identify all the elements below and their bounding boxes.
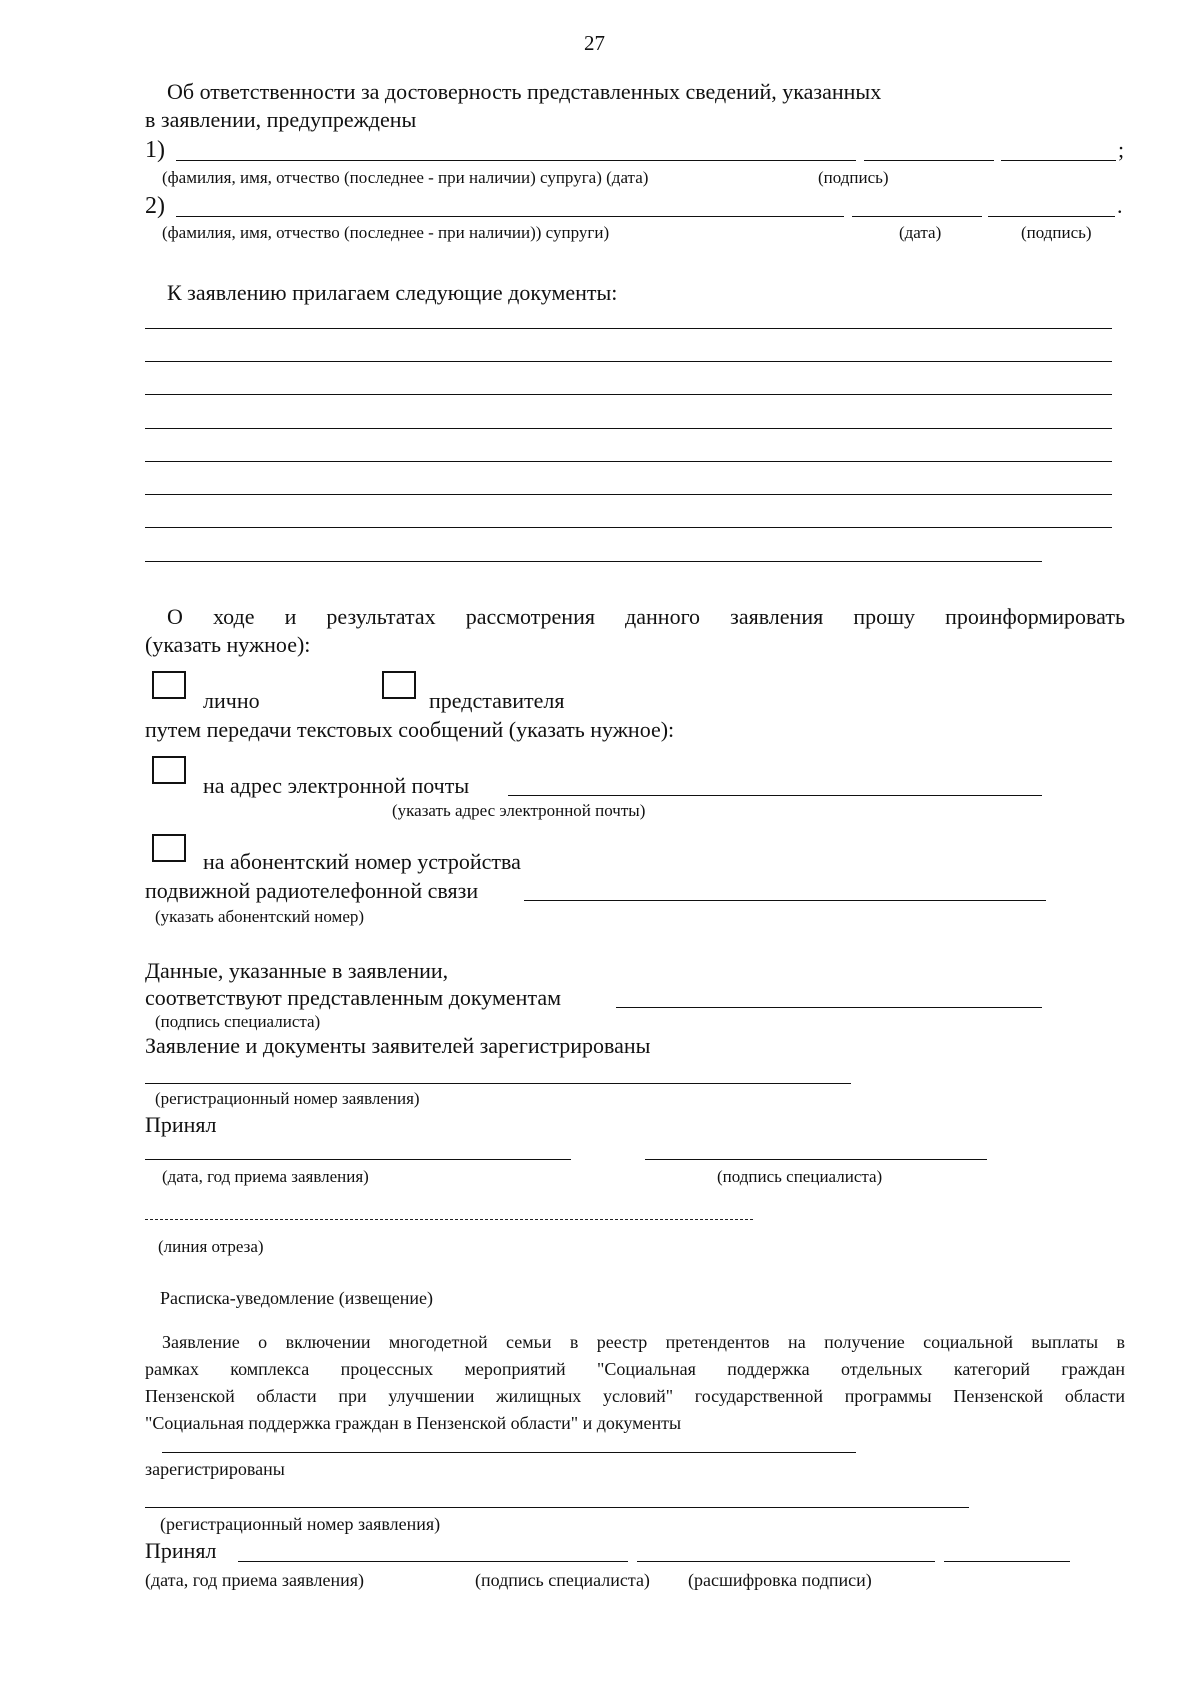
spouse-1-caption: (фамилия, имя, отчество (последнее - при наличии) супруга) (дата) xyxy=(162,168,649,187)
verification-line-1: Данные, указанные в заявлении, xyxy=(145,958,449,983)
accept-date-field[interactable] xyxy=(145,1159,571,1160)
accept-signature-field[interactable] xyxy=(645,1159,987,1160)
receipt-paragraph-line-1: Заявление о включении многодетной семьи в реестр претендентов на получение социальной выплаты в xyxy=(162,1332,1125,1352)
inform-line-2: (указать нужное): xyxy=(145,632,311,657)
spouse-2-name-field[interactable] xyxy=(176,216,844,217)
receipt-registration-caption: (регистрационный номер заявления) xyxy=(160,1514,441,1534)
receipt-decode-caption: (расшифровка подписи) xyxy=(688,1570,872,1590)
checkbox-representative-label: представителя xyxy=(429,688,565,713)
phone-label-2: подвижной радиотелефонной связи xyxy=(145,878,479,903)
receipt-registration-number-field[interactable] xyxy=(145,1507,969,1508)
spouse-item-1-number: 1) xyxy=(145,137,165,163)
registration-number-caption: (регистрационный номер заявления) xyxy=(155,1089,420,1108)
page-number: 27 xyxy=(584,31,605,55)
inform-line-1: О ходе и результатах рассмотрения данного заявления прошу проинформировать xyxy=(167,604,1125,629)
phone-caption: (указать абонентский номер) xyxy=(155,907,365,926)
warning-line-1: Об ответственности за достоверность представленных сведений, указанных xyxy=(167,79,882,104)
receipt-paragraph-line-4: "Социальная поддержка граждан в Пензенской области" и документы xyxy=(145,1413,682,1433)
attachment-line[interactable] xyxy=(145,361,1112,362)
spouse-item-1-end: ; xyxy=(1118,137,1125,162)
attachment-line[interactable] xyxy=(145,461,1112,462)
checkbox-representative[interactable] xyxy=(382,671,416,699)
spouse-2-signature-caption: (подпись) xyxy=(1021,223,1092,242)
receipt-date-field[interactable] xyxy=(238,1561,628,1562)
attachment-line[interactable] xyxy=(145,328,1112,329)
receipt-registered-label: зарегистрированы xyxy=(145,1459,285,1479)
checkbox-personally-label: лично xyxy=(203,688,260,713)
spouse-1-name-field[interactable] xyxy=(176,160,856,161)
spouse-1-signature-field[interactable] xyxy=(1001,160,1116,161)
spouse-item-2-number: 2) xyxy=(145,193,165,219)
email-caption: (указать адрес электронной почты) xyxy=(392,801,646,820)
verification-caption: (подпись специалиста) xyxy=(155,1012,321,1031)
cut-line-caption: (линия отреза) xyxy=(158,1237,264,1256)
receipt-accepted-label: Принял xyxy=(145,1538,217,1563)
via-messages-label: путем передачи текстовых сообщений (указать нужное): xyxy=(145,717,675,742)
attachment-line[interactable] xyxy=(145,561,1042,562)
receipt-signature-caption: (подпись специалиста) xyxy=(475,1570,650,1590)
receipt-paragraph-line-3: Пензенской области при улучшении жилищных условий" государственной программы Пензенской области xyxy=(145,1386,1125,1406)
spouse-2-signature-field[interactable] xyxy=(988,216,1115,217)
spouse-2-caption: (фамилия, имя, отчество (последнее - при наличии)) супруги) xyxy=(162,223,610,242)
email-field[interactable] xyxy=(508,795,1042,796)
receipt-title: Расписка-уведомление (извещение) xyxy=(160,1288,433,1308)
warning-line-2: в заявлении, предупреждены xyxy=(145,107,417,132)
registration-number-field[interactable] xyxy=(145,1083,851,1084)
accepted-label: Принял xyxy=(145,1112,217,1137)
registered-line: Заявление и документы заявителей зарегистрированы xyxy=(145,1033,651,1058)
spouse-2-date-field[interactable] xyxy=(852,216,982,217)
receipt-paragraph-line-2: рамках комплекса процессных мероприятий "Социальная поддержка отдельных категорий граждан xyxy=(145,1359,1125,1379)
specialist-signature-field[interactable] xyxy=(616,1007,1042,1008)
spouse-1-signature-caption: (подпись) xyxy=(818,168,889,187)
checkbox-phone[interactable] xyxy=(152,834,186,862)
spouse-1-date-field[interactable] xyxy=(864,160,994,161)
spouse-item-2-end: . xyxy=(1117,193,1123,218)
attachment-line[interactable] xyxy=(145,527,1112,528)
phone-field[interactable] xyxy=(524,900,1046,901)
verification-line-2: соответствуют представленным документам xyxy=(145,985,562,1010)
spouse-2-date-caption: (дата) xyxy=(899,223,942,242)
cut-line xyxy=(145,1219,753,1220)
attachments-heading: К заявлению прилагаем следующие документы: xyxy=(167,280,618,305)
receipt-documents-field[interactable] xyxy=(162,1452,856,1453)
phone-label-1: на абонентский номер устройства xyxy=(203,849,521,874)
receipt-decode-field[interactable] xyxy=(944,1561,1070,1562)
checkbox-email[interactable] xyxy=(152,756,186,784)
attachment-line[interactable] xyxy=(145,428,1112,429)
receipt-signature-field[interactable] xyxy=(637,1561,935,1562)
checkbox-personally[interactable] xyxy=(152,671,186,699)
attachment-line[interactable] xyxy=(145,494,1112,495)
accept-date-caption: (дата, год приема заявления) xyxy=(162,1167,369,1186)
accept-signature-caption: (подпись специалиста) xyxy=(717,1167,883,1186)
attachment-line[interactable] xyxy=(145,394,1112,395)
receipt-date-caption: (дата, год приема заявления) xyxy=(145,1570,364,1590)
email-label: на адрес электронной почты xyxy=(203,773,470,798)
